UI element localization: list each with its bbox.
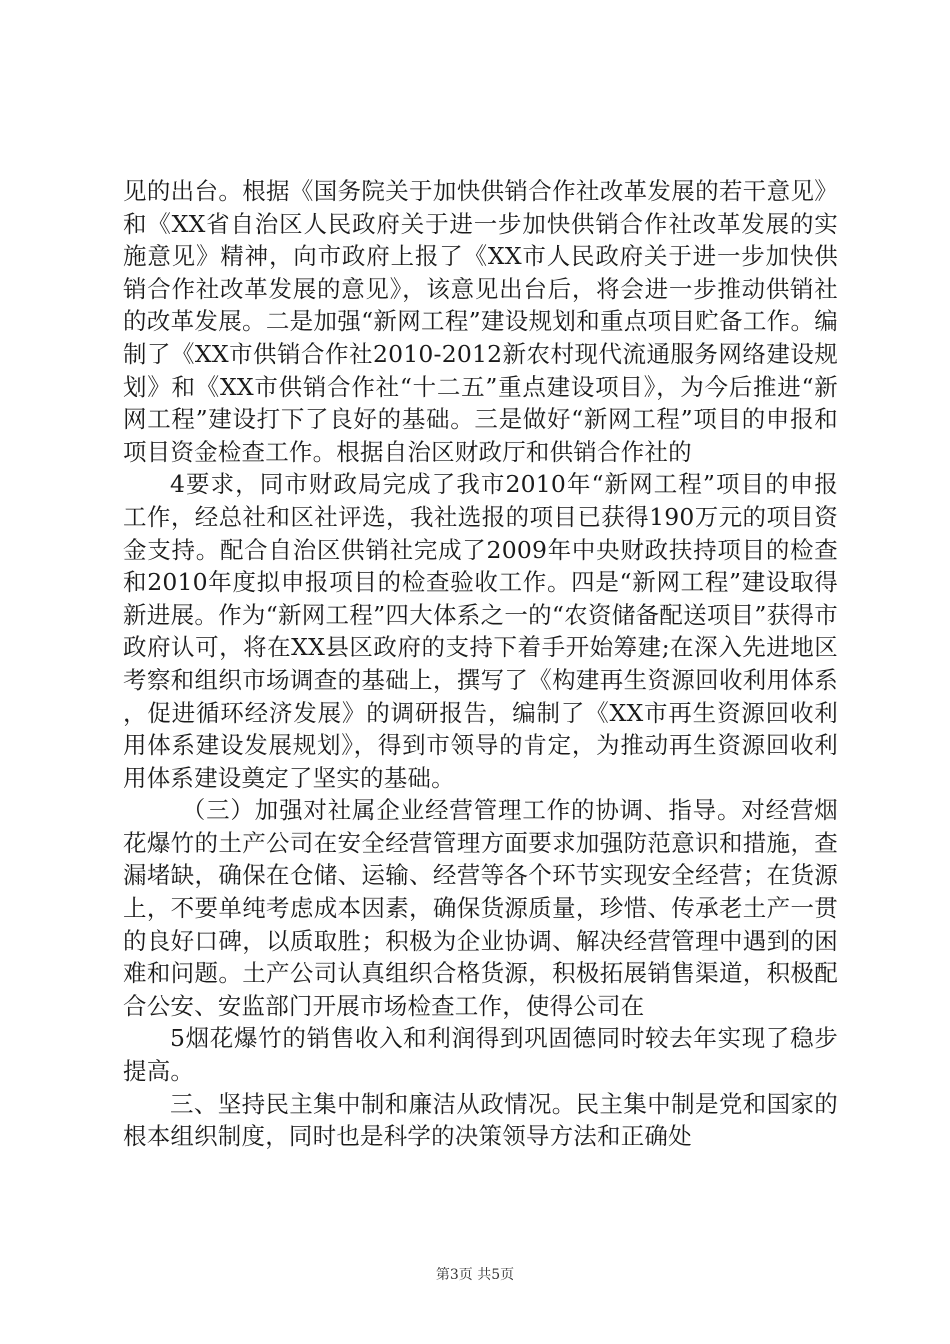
paragraph-2: 4要求，同市财政局完成了我市2010年“新网工程”项目的申报工作，经总社和区社评选，我社选报的项目已获得190万元的项目资金支持。配合自治区供销社完成了2009年中央财政扶持项目的检查和2010年度拟申报项目的检查验收工作。四是“新网工程”建设取得新进展。作为“新网工程”四大体系之一的“农资储备配送项目”获得市政府认可，将在XX县区政府的支持下着手开始筹建;在深入先进地区考察和组织市场调查的基础上，撰写了《构建再生资源回收利用体系，促进循环经济发展》的调研报告，编制了《XX市再生资源回收利用体系建设发展规划》，得到市领导的肯定，为推动再生资源回收利用体系建设奠定了坚实的基础。 [123,470,838,792]
paragraph-4: 5烟花爆竹的销售收入和利润得到巩固德同时较去年实现了稳步提高。 [123,1024,838,1086]
document-body [123,175,838,1153]
paragraph-5: 三、坚持民主集中制和廉洁从政情况。民主集中制是党和国家的根本组织制度，同时也是科学的决策领导方法和正确处 [123,1089,838,1151]
paragraph-1: 见的出台。根据《国务院关于加快供销合作社改革发展的若干意见》和《XX省自治区人民政府关于进一步加快供销合作社改革发展的实施意见》精神，向市政府上报了《XX市人民政府关于进一步加快供销合作社改革发展的意见》，该意见出台后，将会进一步推动供销社的改革发展。二是加强“新网工程”建设规划和重点项目贮备工作。编制了《XX市供销合作社2010-2012新农村现代流通服务网络建设规划》和《XX市供销合作社“十二五”重点建设项目》，为今后推进“新网工程”建设打下了良好的基础。三是做好“新网工程”项目的申报和项目资金检查工作。根据自治区财政厅和供销合作社的 [123,177,838,466]
paragraph-3-section-heading: （三）加强对社属企业经营管理工作的协调、指导。对经营烟花爆竹的土产公司在安全经营管理方面要求加强防范意识和措施，查漏堵缺，确保在仓储、运输、经营等各个环节实现安全经营；在货源上，不要单纯考虑成本因素，确保货源质量，珍惜、传承老土产一贯的良好口碑，以质取胜；积极为企业协调、解决经营管理中遇到的困难和问题。土产公司认真组织合格货源，积极拓展销售渠道，积极配合公安、安监部门开展市场检查工作，使得公司在 [123,796,838,1020]
page-number-footer: 第3页 共5页 [435,1267,515,1283]
